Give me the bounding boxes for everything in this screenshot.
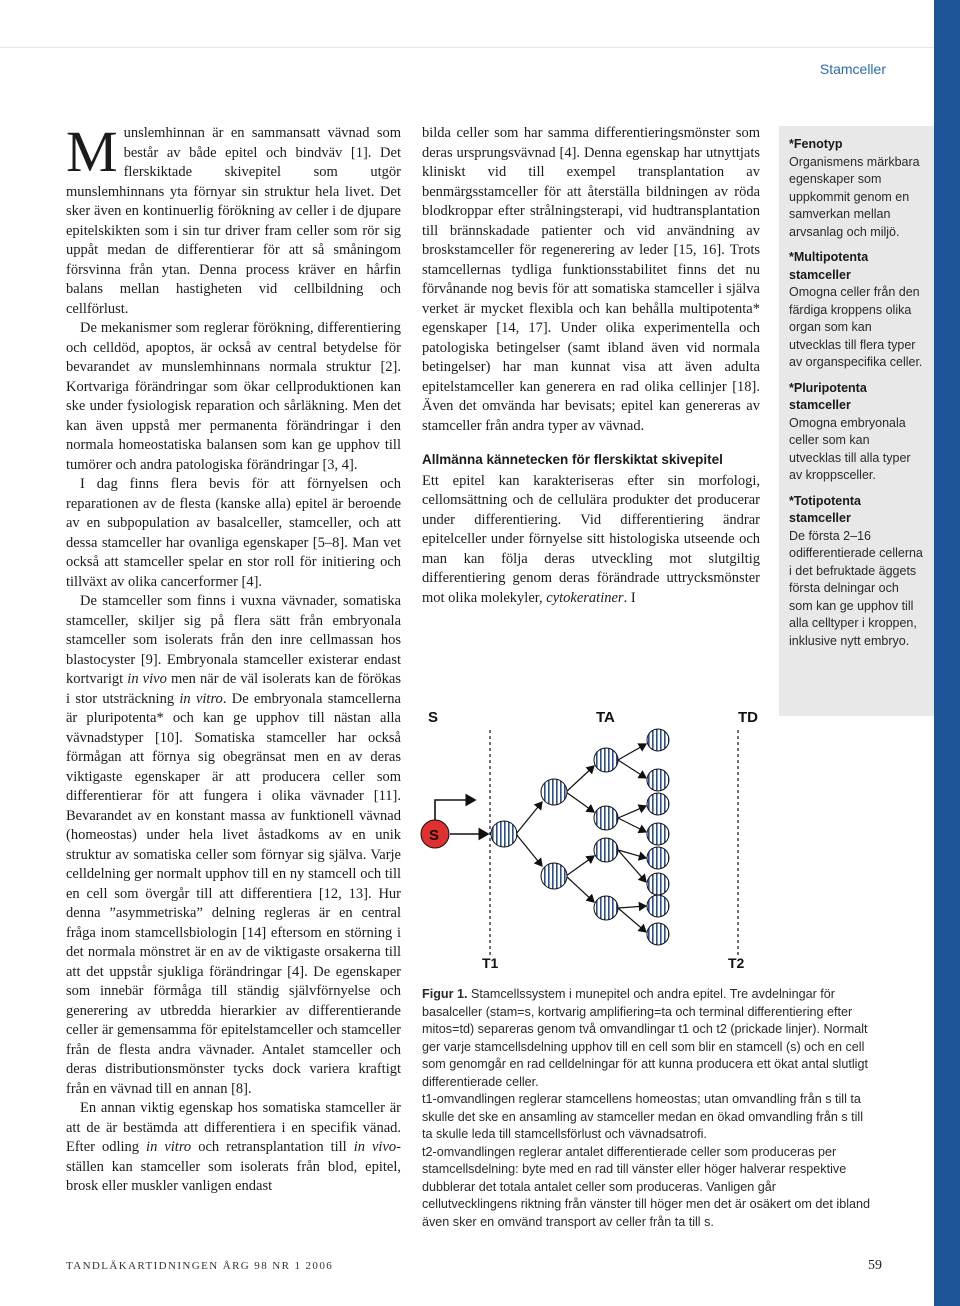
- ta-cell: [594, 896, 618, 920]
- paragraph-2: De mekanismer som reglerar förökning, differentiering och celldöd, apoptos, är också av central betydelse för bevarandet av munslemhinnans normala struktur [2]. Kortvariga förändringar som ökar cellproduktionen kan ske under fysiologisk reparation och sårläkning. Men det kan även uppstå mer permanenta förändringar i den normala homeostatiska balansen som kan ge upphov till tumörer och andra patologiska förändringar [3, 4].: [66, 320, 401, 473]
- tree-arrow: [618, 906, 646, 908]
- section-label: Stamceller: [819, 61, 886, 77]
- figure-caption: Figur 1. Stamcellssystem i munepitel och andra epitel. Tre avdelningar för basalceller (stam=s, kortvarig amplifiering=ta och terminal differentiering efter mitos=td) separeras genom två omvandlingar t1 och t2 (prickade linjer). Normalt ger varje stamcellsdelning upphov till en cell som blir en stamcell (s) och en cell som genomgår en rad celldelningar för att kunna producera ett ökat antal slutligt differentierade celler. t1-omvandlingen reglerar stamcellens homeostas; utan omvandling från s till ta skulle det ske en ansamling av stamceller medan en ökad omvandling från s till ta skulle leda till stamcellsförlust och vävnadsatrofi. t2-omvandlingen reglerar antalet differentierade celler som produceras per stamcellsdelning: byte med en rad till vänster eller höger halverar respektive dubblerar det totala antalet celler som produceras. Vanligen går cellutvecklingens riktning från vänster till höger men det är osäkert om det ibland även sker en omvänd transport av celler från ta till s.: [422, 986, 872, 1231]
- ta-cell: [647, 923, 669, 945]
- paragraph-6: bilda celler som har samma differentieringsmönster som deras ursprungsvävnad [4]. Denna egenskap har utnyttjats kliniskt vid till exempel transplantation av benmärgsstamceller för att återställa bildningen av röda blodkroppar efter strålningsterapi, vid hudtransplantation till brännskadade patienter och vid användning av broskstamceller för regenerering av leder [15, 16]. Trots stamcellernas tydliga funktionsstabilitet finns det nu förvånande nog bevis för att somatiska stamceller i själva verket är mycket flexibla och kan behålla multipotenta* egenskaper [14, 17]. Under olika experimentella och patologiska betingelser (samt ibland även vid normala betingelser) har man kunnat visa att även adulta epitelstamceller kan generera en rad olika cellinjer [18]. Även det omvända har bevisats; epitel kan genereras av stamceller från andra typer av vävnad.: [422, 125, 760, 434]
- ta-cell: [647, 729, 669, 751]
- transition-label-t2: T2: [728, 955, 745, 971]
- tree-arrow: [566, 792, 594, 812]
- stage-label-s: S: [428, 709, 439, 726]
- tree-arrow: [618, 818, 646, 832]
- stage-label-td: TD: [738, 709, 758, 726]
- header-rule: [0, 47, 934, 48]
- tree-arrow: [618, 744, 646, 760]
- stage-label-ta: TA: [596, 709, 615, 726]
- tree-arrow: [618, 806, 646, 818]
- ta-cell-tree: [491, 729, 669, 945]
- ta-cell: [541, 779, 567, 805]
- ta-cell: [594, 806, 618, 830]
- glossary-item: *Pluripotenta stamceller Omogna embryonala celler som kan utvecklas till alla typer av kroppsceller.: [789, 380, 911, 482]
- paragraph-1: Munslemhinnan är en sammansatt vävnad som består av både epitel och bindväv [1]. Det flerskiktade skivepitel som utgör munslemhinnans yta förnyar sin struktur hela livet. Det sker även en kontinuerlig förökning av celler i de djupare epitelskikten som i sin tur driver fram celler som rör sig uppåt medan de differentierar för att så småningom försvinna från ytan. Denna process kräver en hårfin balans mellan hastigheten vid cellbildning och cellförlust.: [66, 119, 401, 317]
- paragraph-3: I dag finns flera bevis för att förnyelsen och reparationen av de flesta (kanske alla) epitel är beroende av en subpopulation av basalceller, stamceller, och att dessa stamceller har ovanliga egenskaper [5–8]. Man vet också att stamceller spelar en stor roll för initiering och tillväxt av olika cancerformer [4].: [66, 476, 401, 590]
- ta-cell: [594, 838, 618, 862]
- tree-arrow: [618, 908, 646, 932]
- glossary-item: *Multipotenta stamceller Omogna celler från den färdiga kroppens olika organ som kan utvecklas till flera typer av organspecifika celler.: [789, 250, 923, 369]
- journal-footer: TANDLÄKARTIDNINGEN ÅRG 98 NR 1 2006: [66, 1260, 334, 1272]
- paragraph-5: En annan viktig egenskap hos somatiska stamceller är att de är bestämda att differentiera i en specifik vänad. Efter odling in vitro och retransplantation till in vivo-ställen kan stamceller som isolerats från blod, epitel, brosk eller muskler vanligen endast: [66, 1100, 401, 1194]
- tree-arrow: [516, 834, 542, 866]
- page-number: 59: [868, 1258, 882, 1273]
- paragraph-7: Ett epitel kan karakteriseras efter sin morfologi, cellomsättning och de cellulära produkter det producerar under differentiering. Vid differentiering ändrar epitelceller under förnyelse sitt histologiska utseende och man kan följa deras utveckling mot slutgiltig differentiering genom deras förändrade uttrycksmönster mot olika molekyler, cytokeratiner. I: [422, 472, 760, 606]
- ta-cell: [647, 873, 669, 895]
- caption-t1: t1-omvandlingen reglerar stamcellens homeostas; utan omvandling från s till ta skulle det ske en ansamling av stamceller medan en ökad omvandling från s till ta skulle leda till stamcellsförlust och vävnadsatrofi.: [422, 1092, 864, 1141]
- stem-cell-label: S: [429, 827, 440, 844]
- caption-label: Figur 1.: [422, 987, 468, 1001]
- tree-arrow: [566, 766, 594, 792]
- glossary-item: *Totipotenta stamceller De första 2–16 odifferentierade cellerna i det befruktade äggets första delningar och som kan ge upphov till alla celltyper i kroppen, inklusive nytt embryo.: [789, 493, 923, 648]
- edge-color-bar: [934, 0, 960, 1306]
- ta-cell: [647, 793, 669, 815]
- ta-cell: [491, 821, 517, 847]
- diagram-svg: [420, 700, 780, 980]
- ta-cell: [647, 895, 669, 917]
- text-column-left: [66, 119, 402, 1197]
- ta-cell: [541, 863, 567, 889]
- ta-cell: [647, 769, 669, 791]
- transition-label-t1: T1: [482, 955, 499, 971]
- caption-t2: t2-omvandlingen reglerar antalet differentierade celler som produceras per stamcellsdelning: byte med en rad till vänster eller höger halverar respektive dubblerar det totala antalet celler som produceras. Vanligen går cellutvecklingens riktning från vänster till höger men det är osäkert om det ibland även sker en omvänd transport av celler från ta till s.: [422, 1144, 871, 1229]
- paragraph-4: De stamceller som finns i vuxna vävnader, somatiska stamceller, skiljer sig på flera sätt från embryonala stamceller som isolerats från den inre cellmassan hos blastocyster [9]. Embryonala stamceller existerar endast kortvarigt in vivo men när de väl isolerats kan de förökas i stor utsträckning in vitro. De embryonala stamcellerna är pluripotenta* och kan ge upphov till nästan alla vävnadstyper [10]. Somatiska stamceller har också förmågan att förnya sig obegränsat men en av deras viktigaste egenskaper är att producera celler som differentierar för att fungera i olika vävnader [11]. Bevarandet av en konstant massa av funktionell vävnad (homeostas) under hela livet åstadkoms av en unik struktur av somatiska celler som förnyar sig själva. Varje celldelning ger normalt upphov till en ny stamcell och till en cell som övergår till att differentiera [12, 13]. Hur denna ”asymmetriska” delning regleras är en central fråga inom stamcellsbiologin [14] eftersom en störning i det normala mönstret är en av de viktigaste orsakerna till att det uppstår sjukliga förändringar [4]. De egenskaper som innebär förmåga till ständig självförnyelse och generering av utbredda hierarkier av differentierande celler är gemensamma för epitelstamceller och stamceller från de flesta andra vävnader. Antalet stamceller och deras distributionsmönster tycks dock variera kraftigt från en vävnad till en annan [8].: [66, 593, 402, 1097]
- tree-arrow: [516, 802, 542, 834]
- text-column-right: [422, 124, 760, 608]
- drop-cap: M: [66, 119, 118, 184]
- glossary-item: *Fenotyp Organismens märkbara egenskaper som uppkommit genom en samverkan mellan arvsanlag och miljö.: [789, 137, 920, 239]
- tree-arrow: [566, 856, 594, 876]
- tree-arrow: [618, 850, 646, 882]
- self-renewal-arrow: [435, 800, 475, 824]
- ta-cell: [594, 748, 618, 772]
- glossary-sidebar: [779, 126, 934, 716]
- stem-cell-diagram: [420, 700, 780, 980]
- ta-cell: [647, 823, 669, 845]
- ta-cell: [647, 847, 669, 869]
- tree-arrow: [618, 760, 646, 778]
- tree-arrow: [566, 876, 594, 902]
- section-heading: Allmänna kännetecken för flerskiktat skivepitel: [422, 452, 723, 467]
